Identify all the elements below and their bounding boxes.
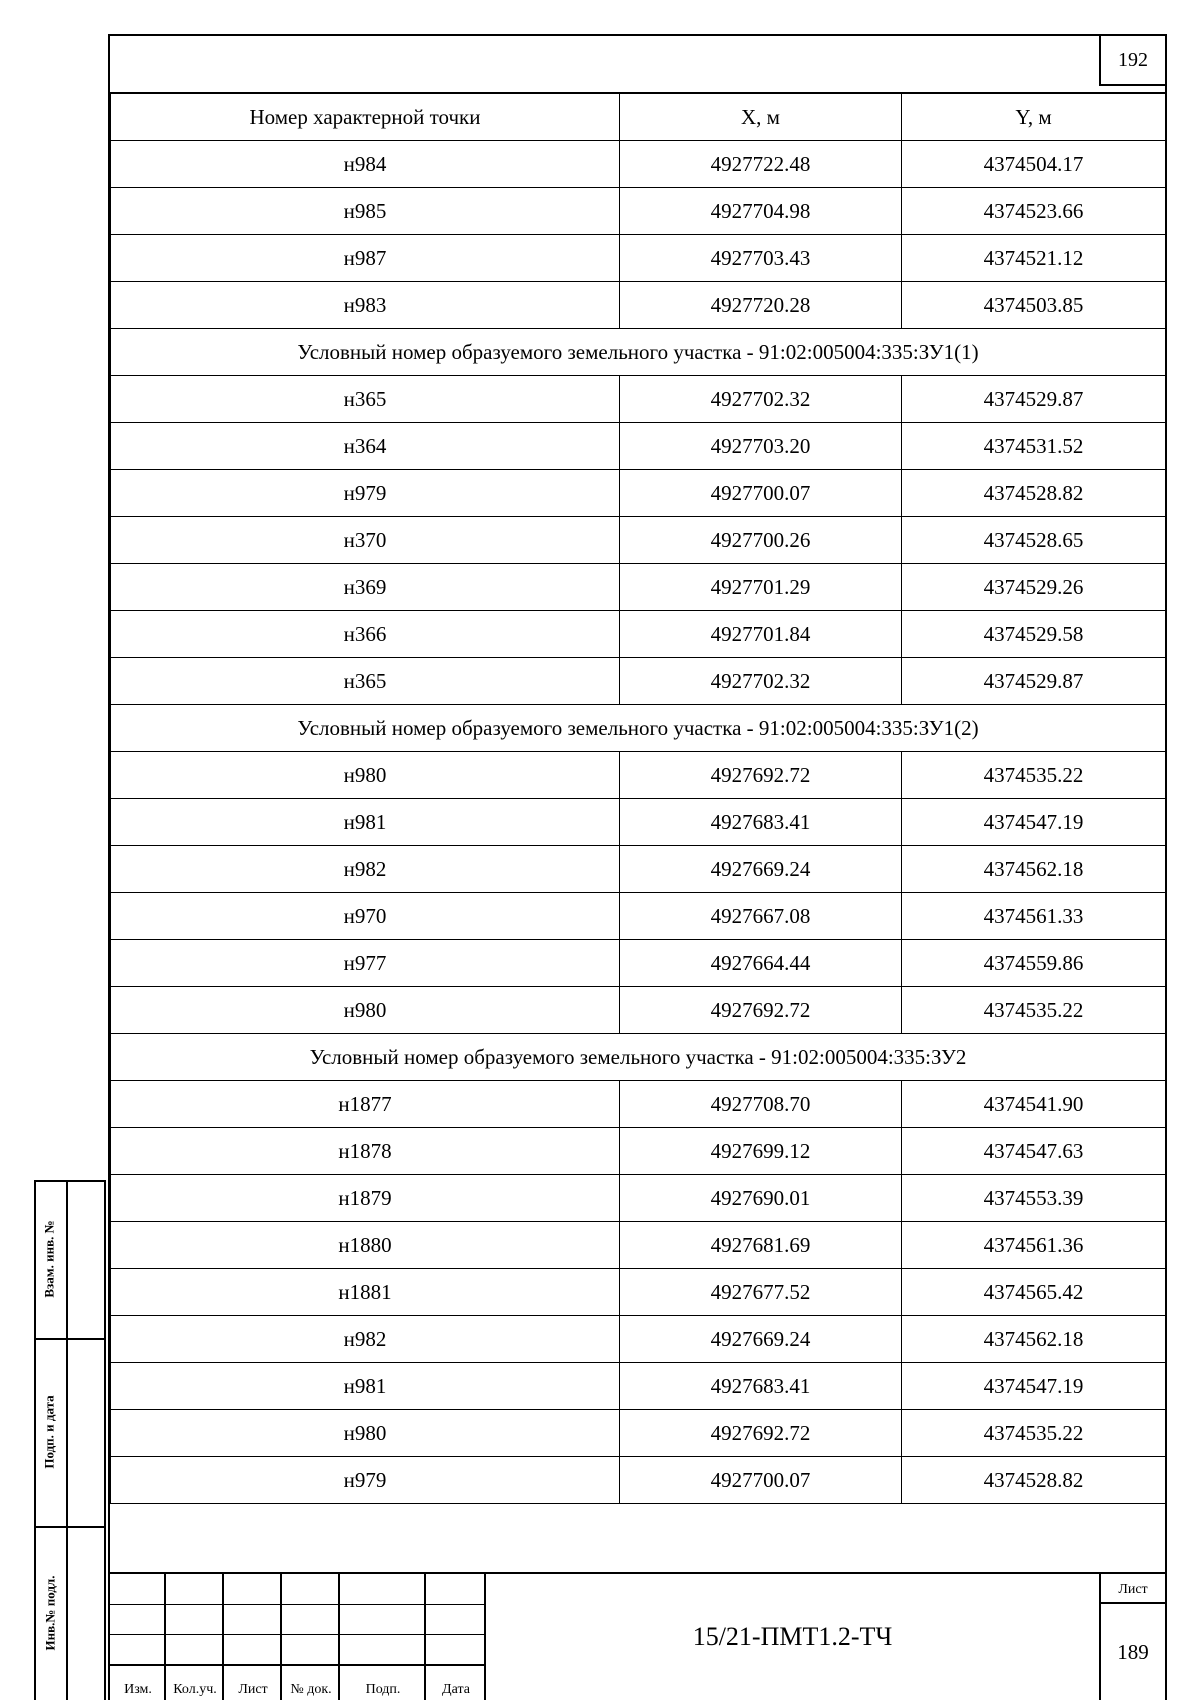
cell-point: н1878 — [111, 1128, 620, 1175]
cell-y: 4374547.63 — [902, 1128, 1166, 1175]
tb-label-list: Лист — [238, 1682, 268, 1697]
side-label-replacement — [34, 1180, 66, 1338]
cell-x: 4927692.72 — [620, 987, 902, 1034]
cell-y: 4374528.82 — [902, 1457, 1166, 1504]
cell-y: 4374535.22 — [902, 1410, 1166, 1457]
cell-y: 4374528.82 — [902, 470, 1166, 517]
cell-point: н369 — [111, 564, 620, 611]
cell-x: 4927669.24 — [620, 1316, 902, 1363]
table-row — [111, 1269, 1166, 1316]
cell-y: 4374529.87 — [902, 658, 1166, 705]
cell-point: н370 — [111, 517, 620, 564]
header-x: X, м — [620, 93, 902, 141]
table-row — [111, 1222, 1166, 1269]
tb-label-izm: Изм. — [124, 1682, 152, 1697]
cell-point: н366 — [111, 611, 620, 658]
cell-y: 4374503.85 — [902, 282, 1166, 329]
tb-line-3 — [110, 1664, 486, 1666]
table-row — [111, 1316, 1166, 1363]
table-row — [111, 1363, 1166, 1410]
page-number-top: 192 — [1099, 36, 1165, 86]
cell-point: н983 — [111, 282, 620, 329]
cell-point: н984 — [111, 141, 620, 188]
table-section-row — [111, 1034, 1166, 1081]
sheet-label: Лист — [1101, 1576, 1165, 1604]
cell-x: 4927692.72 — [620, 752, 902, 799]
cell-x: 4927700.26 — [620, 517, 902, 564]
cell-x: 4927669.24 — [620, 846, 902, 893]
table-row — [111, 1410, 1166, 1457]
cell-y: 4374565.42 — [902, 1269, 1166, 1316]
cell-x: 4927708.70 — [620, 1081, 902, 1128]
cell-point: н970 — [111, 893, 620, 940]
tb-line-1 — [110, 1604, 486, 1605]
cell-point: н979 — [111, 470, 620, 517]
cell-x: 4927677.52 — [620, 1269, 902, 1316]
cell-x: 4927700.07 — [620, 470, 902, 517]
cell-point: н977 — [111, 940, 620, 987]
table-row — [111, 235, 1166, 282]
cell-x: 4927690.01 — [620, 1175, 902, 1222]
table-row — [111, 470, 1166, 517]
table-row — [111, 282, 1166, 329]
cell-x: 4927664.44 — [620, 940, 902, 987]
cell-point: н987 — [111, 235, 620, 282]
cell-x: 4927702.32 — [620, 376, 902, 423]
cell-x: 4927681.69 — [620, 1222, 902, 1269]
cell-x: 4927701.29 — [620, 564, 902, 611]
sheet-number: 189 — [1117, 1639, 1149, 1664]
cell-point: н980 — [111, 987, 620, 1034]
cell-x: 4927703.20 — [620, 423, 902, 470]
table-row — [111, 1128, 1166, 1175]
cell-point: н981 — [111, 1363, 620, 1410]
cell-y: 4374535.22 — [902, 987, 1166, 1034]
side-label-inventory-text: Инв.№ подл. — [42, 1575, 58, 1651]
cell-y: 4374561.33 — [902, 893, 1166, 940]
section-title: Условный номер образуемого земельного участка - 91:02:005004:335:ЗУ1(1) — [111, 329, 1166, 376]
coordinates-table — [110, 92, 1166, 1504]
cell-y: 4374521.12 — [902, 235, 1166, 282]
header-y: Y, м — [902, 93, 1166, 141]
cell-x: 4927699.12 — [620, 1128, 902, 1175]
cell-point: н1877 — [111, 1081, 620, 1128]
tb-label-doc: № док. — [290, 1682, 332, 1697]
cell-y: 4374559.86 — [902, 940, 1166, 987]
cell-point: н1879 — [111, 1175, 620, 1222]
table-row — [111, 141, 1166, 188]
table-row — [111, 1175, 1166, 1222]
table-row — [111, 658, 1166, 705]
cell-y: 4374547.19 — [902, 1363, 1166, 1410]
cell-x: 4927667.08 — [620, 893, 902, 940]
cell-x: 4927683.41 — [620, 799, 902, 846]
side-label-inventory — [34, 1526, 66, 1700]
table-row — [111, 799, 1166, 846]
cell-x: 4927722.48 — [620, 141, 902, 188]
table-row — [111, 1081, 1166, 1128]
tb-label-data: Дата — [442, 1682, 470, 1697]
side-stamp — [34, 1180, 106, 1700]
cell-point: н982 — [111, 846, 620, 893]
cell-y: 4374562.18 — [902, 1316, 1166, 1363]
cell-y: 4374561.36 — [902, 1222, 1166, 1269]
table-row — [111, 987, 1166, 1034]
table-row — [111, 188, 1166, 235]
header-point-number: Номер характерной точки — [111, 93, 620, 141]
cell-point: н365 — [111, 658, 620, 705]
tb-label-kolvo: Кол.уч. — [173, 1682, 217, 1697]
section-title: Условный номер образуемого земельного участка - 91:02:005004:335:ЗУ1(2) — [111, 705, 1166, 752]
cell-y: 4374553.39 — [902, 1175, 1166, 1222]
table-body — [111, 141, 1166, 1504]
cell-y: 4374531.52 — [902, 423, 1166, 470]
table-row — [111, 846, 1166, 893]
cell-y: 4374547.19 — [902, 799, 1166, 846]
cell-x: 4927720.28 — [620, 282, 902, 329]
cell-point: н980 — [111, 1410, 620, 1457]
cell-point: н364 — [111, 423, 620, 470]
cell-point: н365 — [111, 376, 620, 423]
cell-x: 4927692.72 — [620, 1410, 902, 1457]
table-section-row — [111, 705, 1166, 752]
document-frame — [108, 34, 1167, 1700]
title-block — [110, 1572, 1165, 1700]
table-row — [111, 517, 1166, 564]
tb-line-2 — [110, 1634, 486, 1635]
table-row — [111, 376, 1166, 423]
cell-y: 4374523.66 — [902, 188, 1166, 235]
cell-y: 4374541.90 — [902, 1081, 1166, 1128]
side-label-replacement-text: Взам. инв. № — [42, 1220, 58, 1298]
side-label-signature-text: Подп. и дата — [42, 1395, 58, 1469]
table-row — [111, 940, 1166, 987]
cell-point: н985 — [111, 188, 620, 235]
tb-label-podp: Подп. — [365, 1682, 401, 1697]
table-section-row — [111, 329, 1166, 376]
cell-x: 4927703.43 — [620, 235, 902, 282]
cell-point: н1880 — [111, 1222, 620, 1269]
cell-x: 4927701.84 — [620, 611, 902, 658]
cell-x: 4927683.41 — [620, 1363, 902, 1410]
cell-y: 4374529.87 — [902, 376, 1166, 423]
cell-x: 4927700.07 — [620, 1457, 902, 1504]
side-label-signature — [34, 1338, 66, 1526]
table-row — [111, 423, 1166, 470]
cell-y: 4374504.17 — [902, 141, 1166, 188]
table-row — [111, 611, 1166, 658]
cell-y: 4374562.18 — [902, 846, 1166, 893]
section-title: Условный номер образуемого земельного участка - 91:02:005004:335:ЗУ2 — [111, 1034, 1166, 1081]
cell-y: 4374529.26 — [902, 564, 1166, 611]
cell-y: 4374535.22 — [902, 752, 1166, 799]
cell-point: н982 — [111, 1316, 620, 1363]
table-header-row — [111, 93, 1166, 141]
table-row — [111, 564, 1166, 611]
cell-y: 4374529.58 — [902, 611, 1166, 658]
cell-point: н981 — [111, 799, 620, 846]
cell-point: н1881 — [111, 1269, 620, 1316]
cell-point: н979 — [111, 1457, 620, 1504]
table-row — [111, 893, 1166, 940]
cell-point: н980 — [111, 752, 620, 799]
cell-x: 4927702.32 — [620, 658, 902, 705]
table-row — [111, 752, 1166, 799]
cell-x: 4927704.98 — [620, 188, 902, 235]
table-row — [111, 1457, 1166, 1504]
cell-y: 4374528.65 — [902, 517, 1166, 564]
sheet-box — [1099, 1574, 1165, 1700]
document-code: 15/21-ПМТ1.2-ТЧ — [692, 1622, 893, 1651]
